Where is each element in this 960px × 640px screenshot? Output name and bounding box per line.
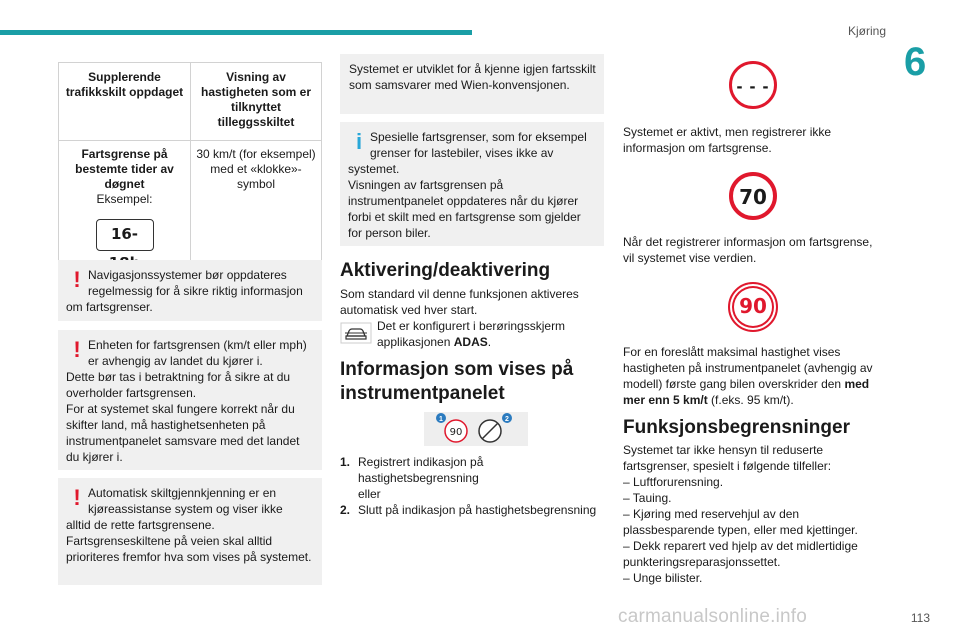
sign-dashes: - - - [736,76,770,96]
sign-90-value: 90 [739,294,767,318]
list-number-2: 2. [340,503,351,517]
adas-label: ADAS [453,335,488,349]
warning-icon: ! [73,485,81,510]
badge-2: 2 [505,416,509,423]
heading-activation: Aktivering/deaktivering [340,260,551,281]
recommended-text: For en foreslått maksimal hastighet vises hastigheten på instrumentpanelet (avhengig av modell) første gang bilen overskrider den [623,345,873,391]
text-no-limit: Systemet er aktivt, men registrerer ikke informasjon om fartsgrense. [623,125,832,155]
warning-text: Navigasjonssystemer bør oppdateres regelmessig for å sikre riktig informasjon [88,268,303,298]
instrument-panel-illustration [424,412,528,446]
warning-icon: ! [73,267,81,292]
recommended-bold: med mer enn 5 km/t [623,377,870,407]
warning-text: Dette bør tas i betraktning for å sikre at du overholder fartsgrensen. [66,370,291,400]
info-text: systemet. [348,162,400,176]
info-text: Visningen av fartsgrensen på instrumentpanelet oppdateres når du kjører forbi et skilt med en fartsgrense som gjelder for person biler. [348,178,581,240]
warning-text: For at systemet skal fungere korrekt når du skifter land, må hastighetsenheten på instrumentpanelet samsvare med det landet du kjører i. [66,402,300,464]
page-number: 113 [910,611,930,625]
touchscreen-text: Det er konfigurert i berøringsskjerm applikasjonen [377,319,566,349]
row-example-label: Eksempel: [96,192,153,206]
info-text: Spesielle fartsgrenser, som for eksempel grenser for lastebiler, vises ikke av [370,130,587,160]
list-item: – Luftforurensning. [623,475,724,489]
table-cell-display: 30 km/t (for eksempel) med et «klokke»-symbol [191,141,322,279]
limitations-intro: Systemet tar ikke hensyn til reduserte fartsgrenser, spesielt i følgende tilfeller: [623,443,832,473]
info-box-special-limits [340,122,604,246]
list-item-1: Registrert indikasjon på hastighetsbegrensning [358,455,484,485]
warning-text: alltid de rette fartsgrensene. [66,518,215,532]
warning-text: Fartsgrenseskiltene på veien skal alltid prioriteres fremfor hva som vises på systemet. [66,534,312,564]
warning-text: Automatisk skiltgjennkjenning er en kjøreassistanse system og viser ikke [88,486,283,516]
warning-box-navigation [58,260,322,321]
list-item: – Tauing. [623,491,672,505]
list-item: – Dekk reparert ved hjelp av det midlertidige punkteringsreparasjonssettet. [623,539,858,569]
activation-text: Som standard vil denne funksjonen aktiveres automatisk ved hver start. [340,287,579,317]
table-header-display: Visning av hastigheten som er tilknyttet tilleggsskiltet [191,63,322,141]
car-settings-icon [340,322,372,344]
recommended-example: (f.eks. 95 km/t). [707,393,794,407]
header-accent-bar [0,30,472,35]
section-title: Kjøring [847,24,886,38]
limitations-list [623,474,881,586]
traffic-sign-table [58,62,322,279]
table-cell-sign [59,141,191,279]
info-icon: i [355,129,363,154]
list-item: – Unge bilister. [623,571,703,585]
sign-70-value: 70 [739,185,767,209]
note-text: Systemet er utviklet for å kjenne igjen fartsskilt som samsvarer med Wien-konvensjonen. [349,62,596,92]
list-item: – Kjøring med reservehjul av den plassbesparende typen, eller med kjettinger. [623,507,858,537]
warning-text: Enheten for fartsgrensen (km/t eller mph) er avhengig av landet du kjører i. [88,338,307,368]
table-header-sign: Supplerende trafikkskilt oppdaget [59,63,191,141]
watermark: carmanualsonline.info [618,606,808,627]
panel-speed-value: 90 [449,427,463,438]
warning-text: om fartsgrenser. [66,300,153,314]
note-box-vienna [340,54,604,114]
heading-instrument-info: Informasjon som vises på instrumentpanelet [340,359,574,404]
warning-icon: ! [73,337,81,362]
list-item-2: Slutt på indikasjon på hastighetsbegrensning [358,503,597,517]
list-item-or: eller [358,487,381,501]
list-number-1: 1. [340,455,351,469]
speed-90-recommended-sign-icon [728,282,778,332]
warning-box-recognition [58,478,322,585]
badge-1: 1 [439,416,443,423]
warning-box-units [58,330,322,470]
row-title: Fartsgrense på bestemte tider av døgnet [75,147,174,191]
touchscreen-note [377,318,601,350]
no-limit-sign-icon [729,61,777,109]
text-recommended [623,344,881,408]
text-limit-detected: Når det registrerer informasjon om fartsgrense, vil systemet vise verdien. [623,235,873,265]
time-sign-icon: 16- [96,219,154,251]
chapter-number: 6 [904,40,927,84]
heading-limitations: Funksjonsbegrensninger [623,417,850,438]
speed-70-sign-icon [729,172,777,220]
touchscreen-text-end: . [487,335,492,349]
